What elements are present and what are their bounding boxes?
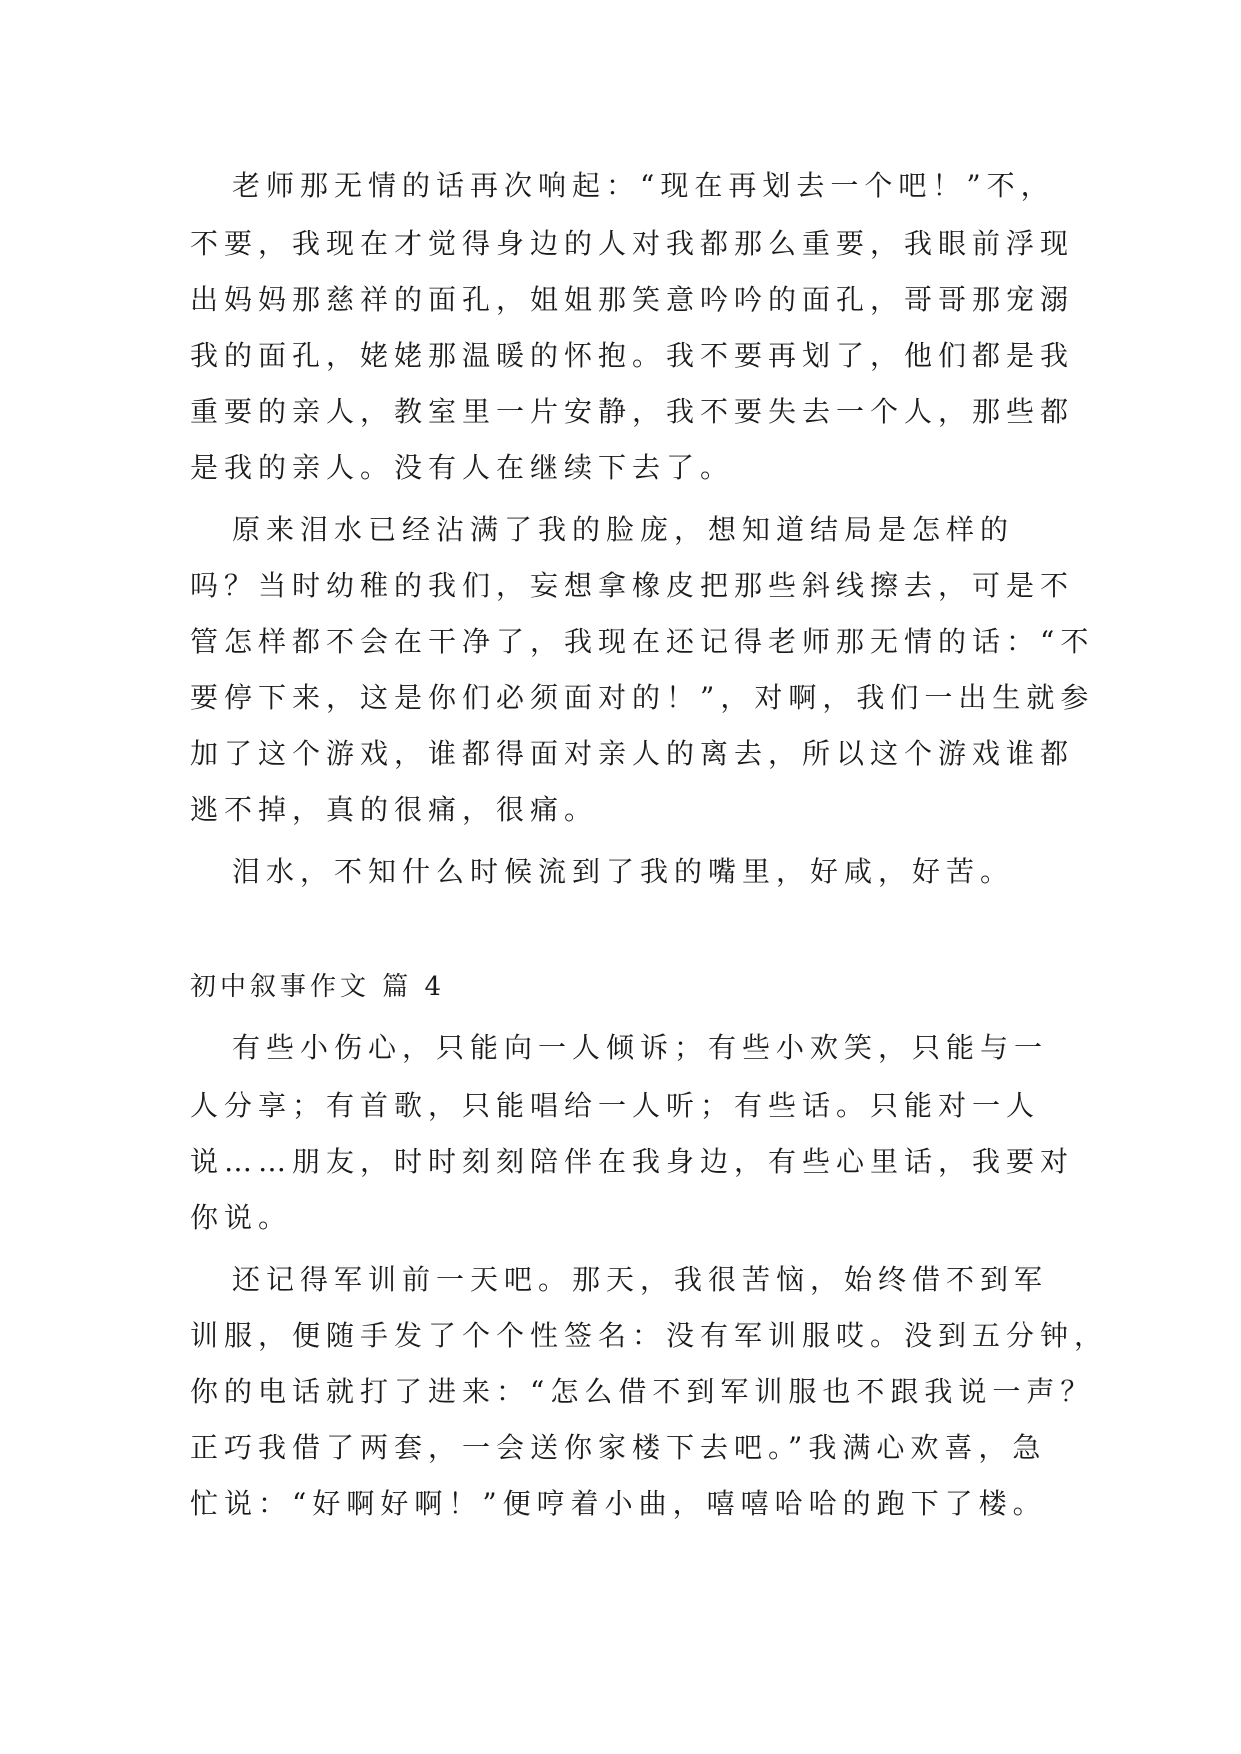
text-line: 加了这个游戏，谁都得面对亲人的离去，所以这个游戏谁都 — [190, 737, 1075, 770]
text-line: 要停下来，这是你们必须面对的！”，对啊，我们一出生就参 — [190, 681, 1095, 714]
text-line: 重要的亲人，教室里一片安静，我不要失去一个人，那些都 — [190, 395, 1075, 428]
text-line: 忙说：“好啊好啊！”便哼着小曲，嘻嘻哈哈的跑下了楼。 — [190, 1487, 1047, 1520]
text-line: 出妈妈那慈祥的面孔，姐姐那笑意吟吟的面孔，哥哥那宠溺 — [190, 283, 1075, 316]
section-heading: 初中叙事作文 篇 4 — [190, 972, 446, 1002]
text-line: 原来泪水已经沾满了我的脸庞，想知道结局是怎样的 — [232, 513, 1015, 546]
text-line: 吗？当时幼稚的我们，妄想拿橡皮把那些斜线擦去，可是不 — [190, 569, 1075, 602]
text-line: 训服，便随手发了个个性签名：没有军训服哎。没到五分钟， — [190, 1319, 1109, 1352]
text-line: 我的面孔，姥姥那温暖的怀抱。我不要再划了，他们都是我 — [190, 339, 1075, 372]
text-line: 说……朋友，时时刻刻陪伴在我身边，有些心里话，我要对 — [190, 1145, 1075, 1178]
text-line: 有些小伤心，只能向一人倾诉；有些小欢笑，只能与一 — [232, 1031, 1049, 1064]
text-line: 泪水，不知什么时候流到了我的嘴里，好咸，好苦。 — [232, 855, 1015, 888]
text-line: 老师那无情的话再次响起：“现在再划去一个吧！”不， — [232, 169, 1055, 202]
text-line: 人分享；有首歌，只能唱给一人听；有些话。只能对一人 — [190, 1089, 1041, 1122]
text-line: 你的电话就打了进来：“怎么借不到军训服也不跟我说一声？ — [190, 1375, 1095, 1408]
text-line: 不要，我现在才觉得身边的人对我都那么重要，我眼前浮现 — [190, 227, 1075, 260]
text-line: 你说。 — [190, 1201, 293, 1234]
text-line: 正巧我借了两套，一会送你家楼下去吧。”我满心欢喜，急 — [190, 1431, 1047, 1464]
text-line: 逃不掉，真的很痛，很痛。 — [190, 793, 599, 826]
text-line: 管怎样都不会在干净了，我现在还记得老师那无情的话：“不 — [190, 625, 1095, 658]
text-line: 是我的亲人。没有人在继续下去了。 — [190, 451, 735, 484]
text-line: 还记得军训前一天吧。那天，我很苦恼，始终借不到军 — [232, 1263, 1049, 1296]
